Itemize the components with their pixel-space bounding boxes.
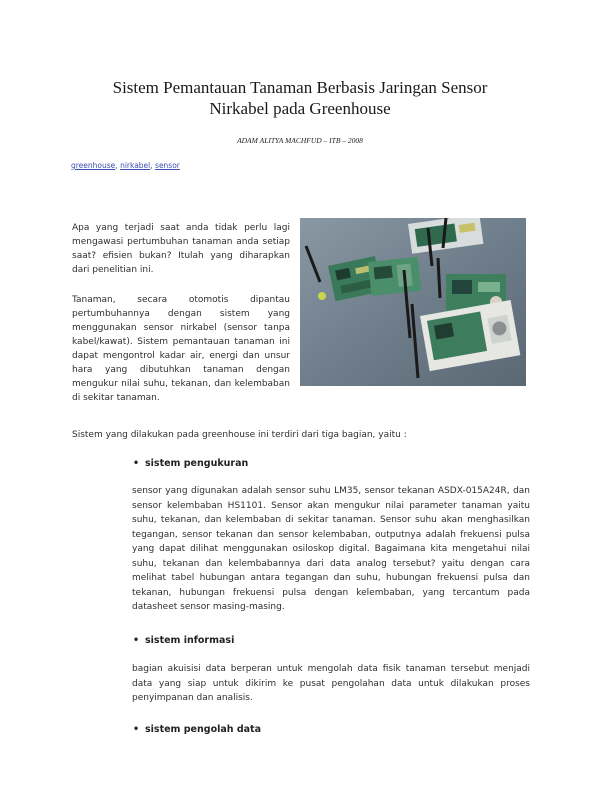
tag-link-sensor[interactable]: sensor — [155, 161, 180, 170]
title-line-2: Nirkabel pada Greenhouse — [209, 99, 391, 118]
intro-paragraph: Apa yang terjadi saat anda tidak perlu lagi mengawasi pertumbuhan tanaman anda setiap saat? efisien bukan? Itulah yang diharapkan dari penelitian ini. — [72, 223, 290, 275]
tag-link-nirkabel[interactable]: nirkabel — [120, 161, 151, 170]
tag-separator: , — [115, 161, 121, 170]
section-heading-text: sistem pengukuran — [145, 458, 249, 469]
second-paragraph: Tanaman, secara otomotis dipantau pertumbuhannya dengan sistem yang menggunakan sensor nirkabel (sensor tanpa kabel/kawat). Sistem pemantauan tanaman ini dapat mengontrol kadar air, energi dan unsur hara yang dibutuhkan tanaman dengan mengukur nilai suhu, tekanan, dan kelembaban di sekitar tanaman. — [72, 295, 290, 403]
title-line-1: Sistem Pemantauan Tanaman Berbasis Jaringan Sensor — [112, 78, 488, 97]
tag-list — [71, 161, 180, 170]
page-title — [60, 77, 540, 119]
section-heading-informasi — [133, 635, 234, 646]
section-heading-text: sistem pengolah data — [145, 724, 261, 735]
bullet-icon: • — [133, 635, 140, 646]
author-line: ADAM ALITYA MACHFUD – ITB – 2008 — [237, 136, 363, 145]
section-body-informasi: bagian akuisisi data berperan untuk mengolah data fisik tanaman tersebut menjadi data yang siap untuk dikirim ke pusat pengolahan data untuk dilakukan proses penyimpanan dan analisis. — [132, 664, 530, 703]
bullet-icon: • — [133, 458, 140, 469]
section-heading-pengukuran — [133, 458, 248, 469]
circuit-boards-photo — [300, 218, 526, 386]
parts-intro: Sistem yang dilakukan pada greenhouse ini terdiri dari tiga bagian, yaitu : — [72, 430, 407, 440]
tag-link-greenhouse[interactable]: greenhouse — [71, 161, 116, 170]
section-heading-pengolah-data — [133, 724, 261, 735]
section-body-pengukuran: sensor yang digunakan adalah sensor suhu LM35, sensor tekanan ASDX-015A24R, dan sensor kelembaban HS1101. Sensor akan mengukur nilai parameter tanaman yaitu suhu, tekanan, dan kelembaban di sekitar tanaman. Sensor suhu akan menghasilkan tegangan, sensor tekanan dan sensor kelembaban, outputnya adalah frekuensi pulsa yang dapat dilihat menggunakan osiloskop digital. Bagaimana kita mengetahui nilai suhu, tekanan dan kelembabannya dari data analog tersebut? yaitu dengan cara melihat tabel hubungan antara tegangan dan suhu, hubungan frekuensi pulsa dan tekanan, hubungan frekuensi pulsa dengan kelembaban, yang tercantum pada datasheet sensor masing-masing. — [132, 486, 530, 612]
bullet-icon: • — [133, 724, 140, 735]
tag-separator: , — [150, 161, 156, 170]
section-heading-text: sistem informasi — [145, 635, 235, 646]
